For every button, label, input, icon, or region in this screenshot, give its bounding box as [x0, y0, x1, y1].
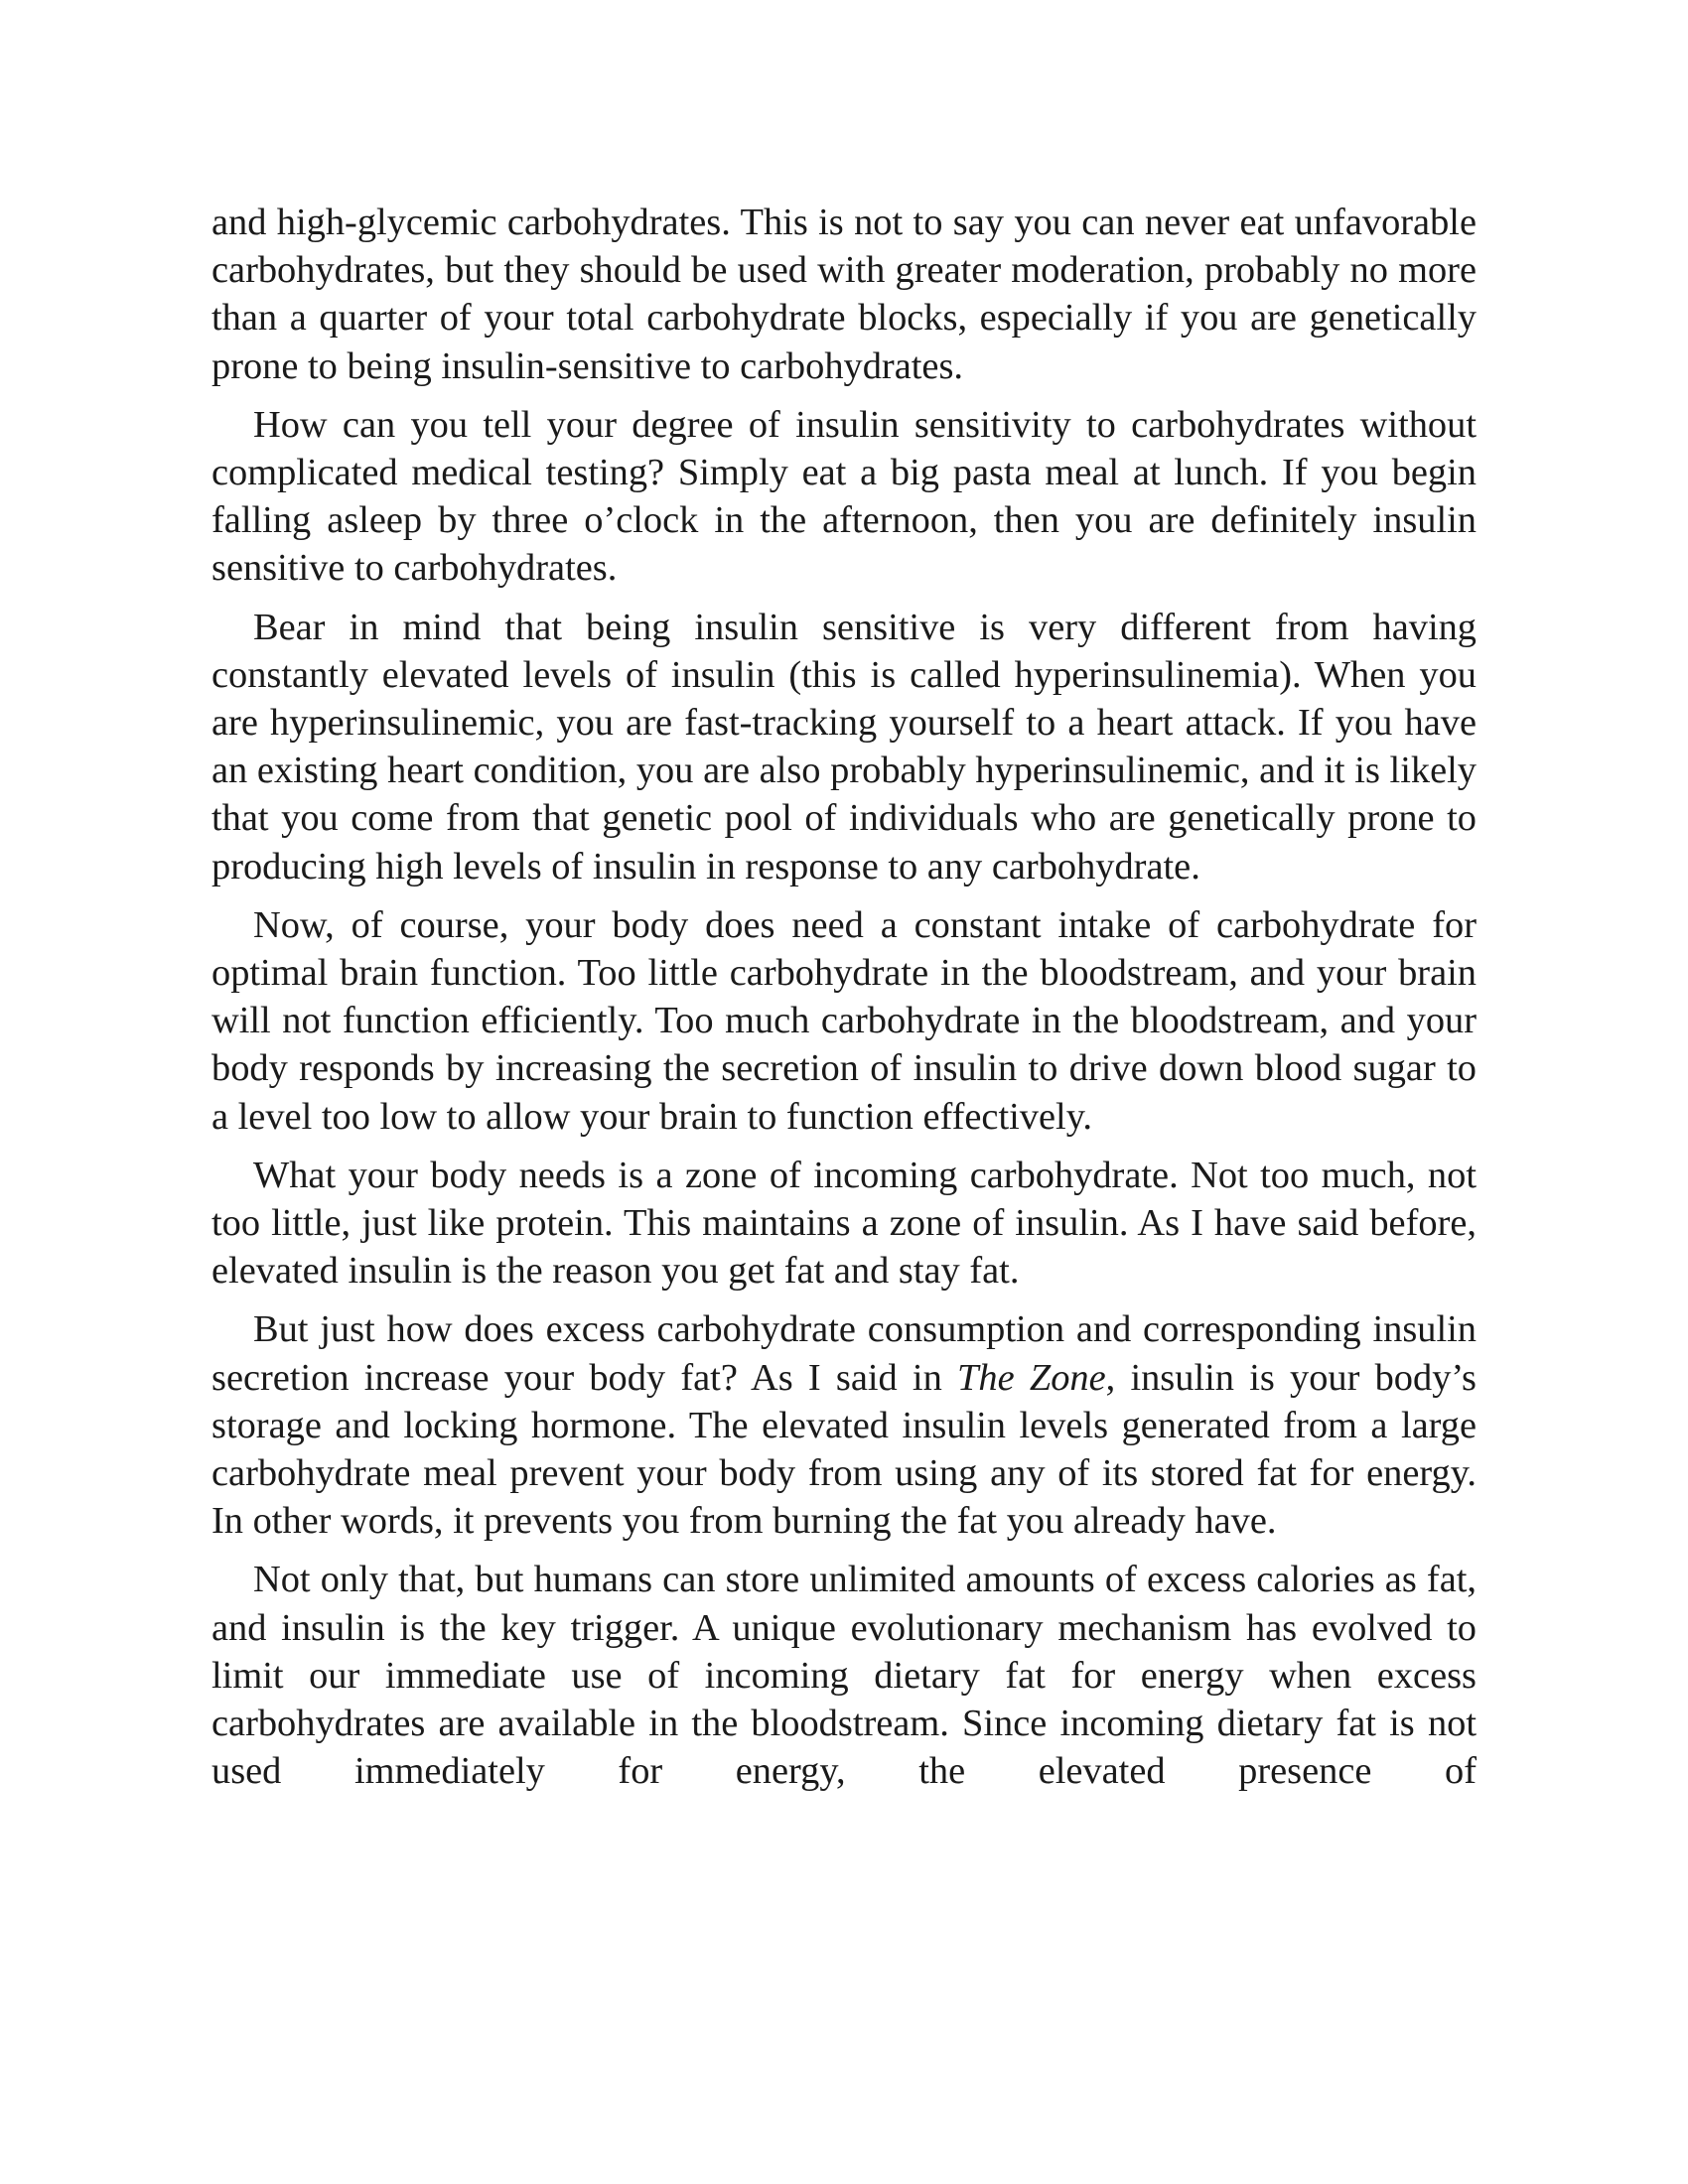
paragraph-body-fat — [211, 1305, 1477, 1545]
paragraph-hyperinsulinemia: Bear in mind that being insulin sensitive is very different from having constantly elevated levels of insulin (this is called hyperinsulinemia). When you are hyperinsulinemic, you are fast-tracking yourself to a heart attack. If you have an existing heart condition, you are also probably hyperinsulinemic, and it is likely that you come from that genetic pool of individuals who are genetically prone to producing high levels of insulin in response to any carbohydrate. — [211, 606, 1477, 887]
page-body — [211, 199, 1477, 1807]
paragraph-fat-storage: Not only that, but humans can store unlimited amounts of excess calories as fat, and insulin is the key trigger. A unique evolutionary mechanism has evolved to limit our immediate use of incoming dietary fat for energy when excess carbohydrates are available in the bloodstream. Since incoming dietary fat is not used immediately for energy, the elevated presence of — [211, 1559, 1477, 1793]
paragraph-continued: and high-glycemic carbohydrates. This is not to say you can never eat unfavorable carbohydrates, but they should be used with greater moderation, probably no more than a quarter of your total carbohydrate blocks, especially if you are genetically prone to being insulin-sensitive to carbohydrates. — [211, 202, 1477, 387]
paragraph-body-fat-after: , insulin is your body’s storage and locking hormone. The elevated insulin levels generated from a large carbohydrate meal prevent your body from using any of its stored fat for energy. In other words, it prevents you from burning the fat you already have. — [211, 1356, 1477, 1543]
paragraph-insulin-sensitivity-test: How can you tell your degree of insulin sensitivity to carbohydrates without complicated medical testing? Simply eat a big pasta meal at lunch. If you begin falling asleep by three o’clock in the afternoon, then you are definitely insulin sensitive to carbohydrates. — [211, 403, 1477, 590]
paragraph-body-fat-before: But just how does excess carbohydrate consumption and corresponding insulin secretion increase your body fat? As I said in — [211, 1308, 1477, 1399]
paragraph-zone-of-carbohydrate: What your body needs is a zone of incoming carbohydrate. Not too much, not too little, just like protein. This maintains a zone of insulin. As I have said before, elevated insulin is the reason you get fat and stay fat. — [211, 1154, 1477, 1293]
paragraph-brain-function: Now, of course, your body does need a constant intake of carbohydrate for optimal brain function. Too little carbohydrate in the bloodstream, and your brain will not function efficiently. Too much carbohydrate in the bloodstream, and your body responds by increasing the secretion of insulin to drive down blood sugar to a level too low to allow your brain to function effectively. — [211, 903, 1477, 1138]
book-title-italic: The Zone — [957, 1356, 1106, 1399]
